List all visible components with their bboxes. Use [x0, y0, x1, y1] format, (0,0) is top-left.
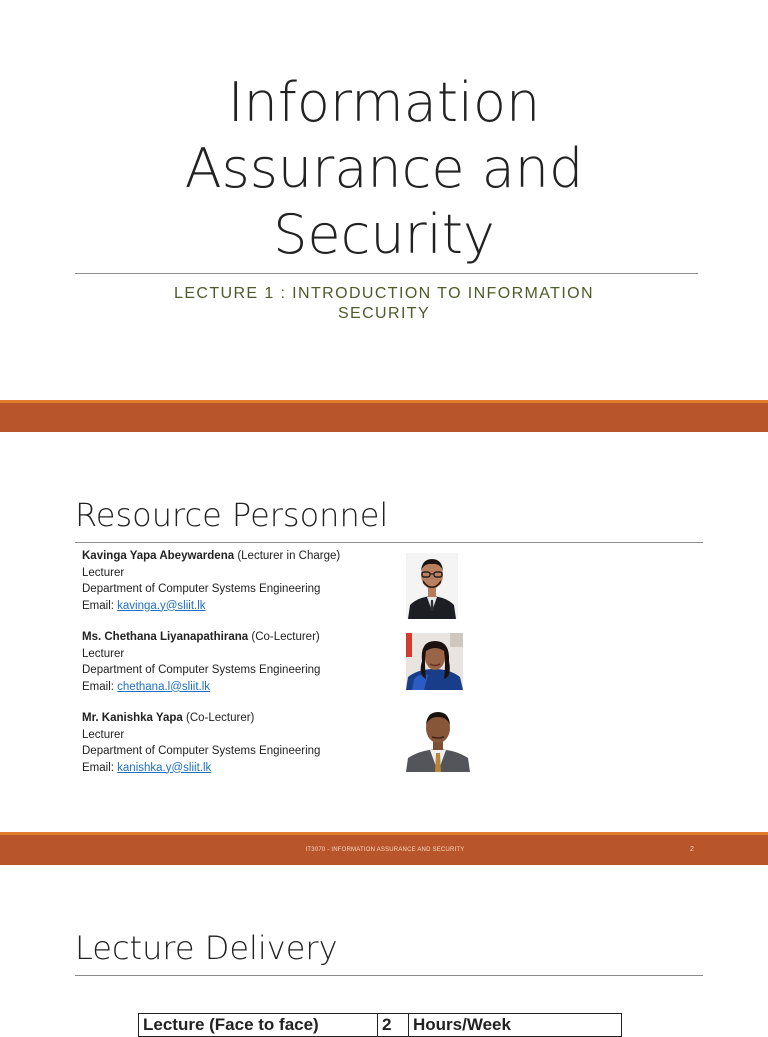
person-department: Department of Computer Systems Engineering [82, 664, 321, 676]
page-number: 2 [690, 846, 694, 853]
email-label: Email: [82, 599, 118, 612]
heading-divider [75, 975, 703, 976]
table-header-row [139, 1014, 622, 1037]
person-name: Mr. Kanishka Yapa [82, 712, 183, 724]
person-name: Kavinga Yapa Abeywardena [82, 550, 235, 562]
person-name-line [82, 710, 402, 727]
table-header-cell: 2 [378, 1014, 409, 1037]
slide-title-line: Information [227, 71, 541, 134]
email-link[interactable]: chethana.l@sliit.lk [117, 680, 211, 693]
person-role: (Co-Lecturer) [186, 712, 255, 724]
person-role: (Co-Lecturer) [251, 631, 320, 643]
person-photo [406, 708, 470, 772]
heading-divider [75, 542, 703, 543]
slide-separator-band [0, 400, 768, 432]
person-photo [406, 633, 463, 690]
table-header-cell: Lecture (Face to face) [139, 1014, 378, 1037]
email-link[interactable]: kanishka.y@sliit.lk [117, 761, 212, 774]
email-label: Email: [82, 680, 118, 693]
person-card [82, 710, 402, 776]
person-card [82, 548, 402, 614]
title-divider [75, 273, 698, 274]
person-email-line [82, 679, 402, 696]
slide-title-line: Assurance and [184, 137, 584, 200]
person-name-line [82, 629, 402, 646]
person-photo [406, 553, 458, 619]
person-title: Lecturer [82, 647, 125, 660]
person-email-line [82, 760, 402, 777]
person-email-line [82, 598, 402, 615]
lecture-delivery-slide [0, 865, 768, 1034]
title-slide [0, 0, 768, 400]
person-department: Department of Computer Systems Engineering [82, 583, 321, 595]
slide-title [0, 70, 768, 268]
person-department: Department of Computer Systems Engineering [82, 745, 321, 757]
email-label: Email: [82, 761, 118, 774]
person-card [82, 629, 402, 695]
person-role: (Lecturer in Charge) [237, 550, 341, 562]
person-title: Lecturer [82, 728, 125, 741]
person-name-line [82, 548, 402, 565]
footer-course-title: IT3070 - INFORMATION ASSURANCE AND SECURITY [305, 847, 465, 853]
resource-personnel-slide [0, 432, 768, 832]
person-title: Lecturer [82, 566, 125, 579]
person-name: Ms. Chethana Liyanapathirana [82, 631, 249, 643]
slide-subtitle [150, 284, 618, 324]
table-header-cell: Hours/Week [409, 1014, 622, 1037]
slide-title-line: Security [273, 203, 495, 266]
delivery-table [138, 1013, 622, 1037]
email-link[interactable]: kavinga.y@sliit.lk [117, 599, 206, 612]
slide-subtitle-line: SECURITY [337, 305, 431, 322]
slide-heading: Lecture Delivery [75, 929, 338, 967]
slide-heading: Resource Personnel [75, 496, 389, 534]
slide-subtitle-line: LECTURE 1 : INTRODUCTION TO INFORMATION [174, 285, 594, 302]
slide-footer-band [0, 832, 768, 865]
